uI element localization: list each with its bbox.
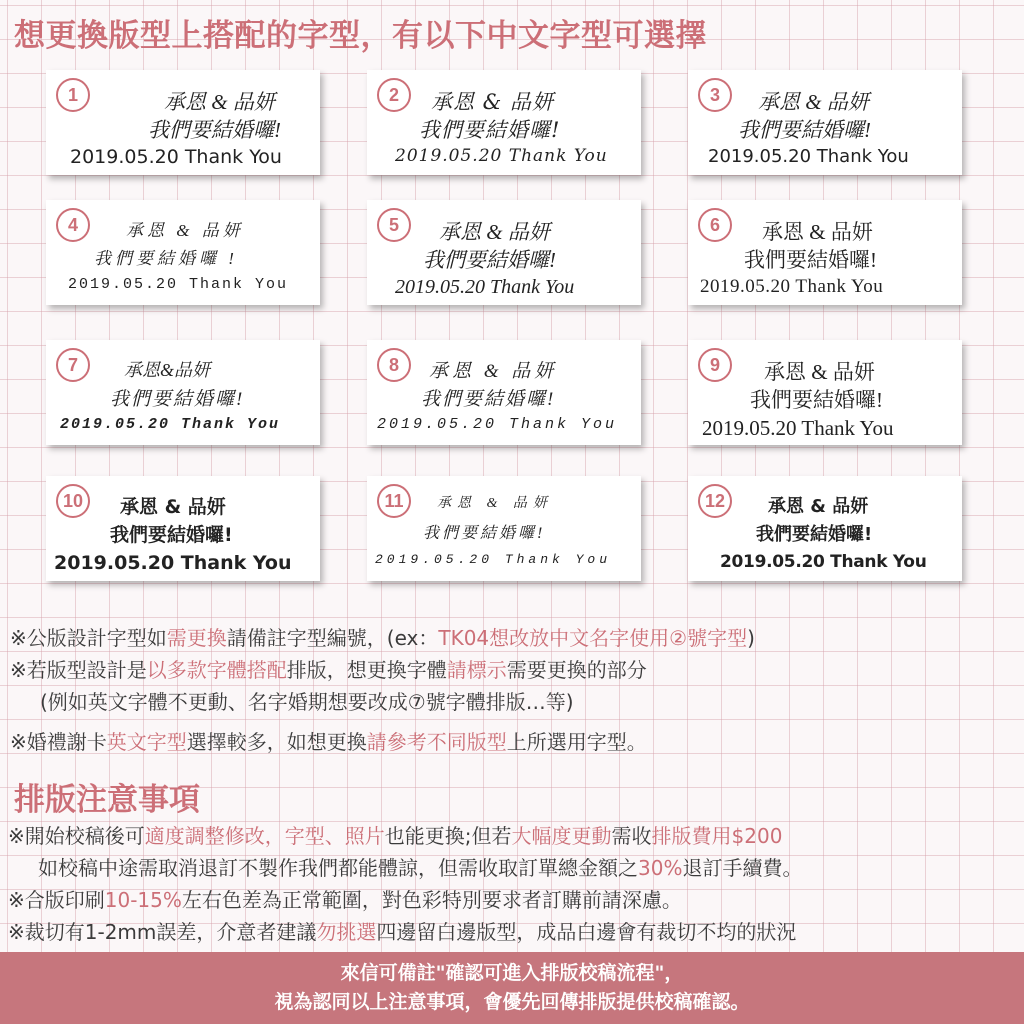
sample-number-badge: 2 <box>377 78 411 112</box>
sample-names: 承恩 & 品妍 <box>437 496 553 511</box>
font-sample-card[interactable] <box>46 70 320 175</box>
sample-names: 承恩 & 品妍 <box>120 496 226 518</box>
sample-announcement: 我們要結婚囉! <box>110 524 233 546</box>
sample-announcement: 我們要結婚囉! <box>744 248 877 272</box>
note-line: ※若版型設計是以多款字體搭配排版，想更換字體請標示需要更換的部分 <box>10 658 647 682</box>
sample-number-badge: 11 <box>377 484 411 518</box>
sample-date-thanks: 2019.05.20 Thank You <box>70 146 282 168</box>
font-sample-card[interactable] <box>688 340 962 445</box>
note-line: ※裁切有1-2mm誤差，介意者建議勿挑選四邊留白邊版型，成品白邊會有裁切不均的狀況 <box>8 920 797 944</box>
sample-names: 承恩 & 品妍 <box>762 220 873 244</box>
sample-number-badge: 12 <box>698 484 732 518</box>
note-line: 如校稿中途需取消退訂不製作我們都能體諒，但需收取訂單總金額之30%退訂手續費。 <box>38 856 803 880</box>
note-line: ※公版設計字型如需更換請備註字型編號，(ex：TK04想改放中文名字使用②號字型) <box>10 626 755 650</box>
sample-names: 承恩 & 品妍 <box>164 90 275 114</box>
sample-announcement: 我們要結婚囉! <box>148 118 281 142</box>
sample-date-thanks: 2019.05.20 Thank You <box>377 416 618 433</box>
sample-names: 承恩 & 品妍 <box>764 360 875 384</box>
sample-announcement: 我們要結婚囉! <box>750 388 883 412</box>
font-sample-card[interactable] <box>367 476 641 581</box>
sample-names: 承恩 & 品妍 <box>126 221 244 240</box>
sample-names: 承恩 & 品妍 <box>429 361 558 382</box>
note-line: ※婚禮謝卡英文字型選擇較多，如想更換請參考不同版型上所選用字型。 <box>10 730 647 754</box>
sample-number-badge: 8 <box>377 348 411 382</box>
sample-names: 承恩 & 品妍 <box>439 220 550 244</box>
sample-number-badge: 5 <box>377 208 411 242</box>
sample-names: 承恩 & 品妍 <box>431 90 555 114</box>
font-sample-card[interactable] <box>46 476 320 581</box>
page-title: 想更換版型上搭配的字型，有以下中文字型可選擇 <box>14 18 707 54</box>
sample-announcement: 我們要結婚囉 ! <box>94 249 238 268</box>
sample-date-thanks: 2019.05.20 Thank You <box>395 276 575 298</box>
sample-date-thanks: 2019.05.20 Thank You <box>720 552 927 572</box>
sample-names: 承恩 & 品妍 <box>758 90 869 114</box>
sample-announcement: 我們要結婚囉! <box>756 524 873 545</box>
sample-date-thanks: 2019.05.20 Thank You <box>68 276 289 293</box>
section-title: 排版注意事項 <box>14 782 200 818</box>
banner-line: 來信可備註"確認可進入排版校稿流程"， <box>340 962 684 984</box>
sample-date-thanks: 2019.05.20 Thank You <box>60 416 281 433</box>
sample-date-thanks: 2019.05.20 Thank You <box>700 276 884 297</box>
sample-announcement: 我們要結婚囉! <box>423 525 546 542</box>
sample-announcement: 我們要結婚囉! <box>421 389 556 410</box>
sample-date-thanks: 2019.05.20 Thank You <box>375 552 612 567</box>
layout-notes <box>8 820 1018 948</box>
note-line: ※合版印刷10-15%左右色差為正常範圍，對色彩特別要求者訂購前請深慮。 <box>8 888 682 912</box>
footer-banner <box>0 952 1024 1024</box>
font-sample-card[interactable] <box>688 476 962 581</box>
font-sample-card[interactable] <box>688 200 962 305</box>
sample-number-badge: 3 <box>698 78 732 112</box>
sample-names: 承恩 & 品妍 <box>768 496 869 517</box>
sample-announcement: 我們要結婚囉! <box>110 389 245 410</box>
sample-number-badge: 4 <box>56 208 90 242</box>
font-change-notes <box>10 622 1016 758</box>
banner-line: 視為認同以上注意事項，會優先回傳排版提供校稿確認。 <box>274 991 750 1013</box>
font-sample-card[interactable] <box>367 200 641 305</box>
sample-number-badge: 7 <box>56 348 90 382</box>
sample-announcement: 我們要結婚囉! <box>738 118 871 142</box>
note-line: ※開始校稿後可適度調整修改，字型、照片也能更換;但若大幅度更動需收排版費用$200 <box>8 824 783 848</box>
font-sample-card[interactable] <box>367 340 641 445</box>
sample-number-badge: 9 <box>698 348 732 382</box>
sample-number-badge: 1 <box>56 78 90 112</box>
font-sample-card[interactable] <box>46 200 320 305</box>
sample-number-badge: 6 <box>698 208 732 242</box>
sample-number-badge: 10 <box>56 484 90 518</box>
sample-date-thanks: 2019.05.20 Thank You <box>54 552 292 574</box>
font-sample-card[interactable] <box>367 70 641 175</box>
sample-names: 承恩&品妍 <box>124 360 211 380</box>
font-sample-card[interactable] <box>688 70 962 175</box>
sample-announcement: 我們要結婚囉! <box>423 248 556 272</box>
sample-announcement: 我們要結婚囉! <box>419 118 561 142</box>
sample-date-thanks: 2019.05.20 Thank You <box>395 146 608 166</box>
sample-date-thanks: 2019.05.20 Thank You <box>702 416 894 440</box>
note-line: (例如英文字體不更動、名字婚期想要改成⑦號字體排版…等) <box>40 690 574 714</box>
sample-date-thanks: 2019.05.20 Thank You <box>708 146 909 167</box>
font-sample-card[interactable] <box>46 340 320 445</box>
